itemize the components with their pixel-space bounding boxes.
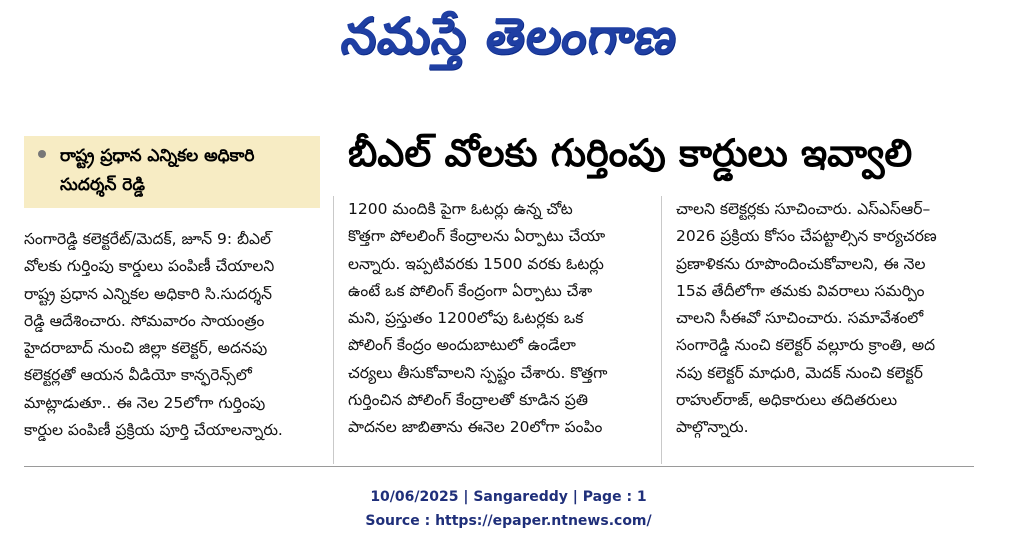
column-line: ఉంటే ఒక పోలింగ్ కేంద్రంగా ఏర్పాటు చేశా — [348, 281, 593, 300]
article-column-3 — [676, 196, 974, 442]
footer-divider — [24, 466, 974, 467]
column-line: పాల్గొన్నారు. — [676, 418, 749, 437]
bullet-icon — [38, 150, 46, 158]
newspaper-logo: నమస్తే తెలంగాణ — [337, 6, 682, 65]
column-line: చర్యలు తీసుకోవాలని స్పష్టం చేశారు. కొత్తగా — [348, 363, 608, 382]
column-line: రెడ్డి ఆదేశించారు. సోమవారం సాయంత్రం — [24, 311, 265, 330]
column-line: గుర్తించిన పోలింగ్ కేంద్రాలతో కూడిన ప్రతి — [348, 391, 588, 410]
article-column-1 — [24, 226, 322, 444]
column-line: పాదనల జాబితాను ఈనెల 20లోగా పంపిం — [348, 418, 603, 437]
column-line: 1200 మందికి పైగా ఓటర్లు ఉన్న చోట — [348, 200, 573, 218]
column-line: కొత్తగా పోలలింగ్ కేంద్రాలను ఏర్పాటు చేయా — [348, 227, 606, 246]
footer-source: Source : https://epaper.ntnews.com/ — [365, 513, 652, 529]
column-line: ప్రణాళికను రూపొందించుకోవాలని, ఈ నెల — [676, 254, 926, 273]
column-line: రాష్ట్ర ప్రధాన ఎన్నికల అధికారి సి.సుదర్శన్ — [24, 284, 273, 303]
column-line: చాలని సీఈవో సూచించారు. సమావేశంలో — [676, 309, 924, 328]
column-line: 2026 ప్రక్రియ కోసం చేపట్టాల్సిన కార్యచరణ — [676, 227, 937, 246]
column-line: మాట్లాడుతూ.. ఈ నెల 25లోగా గుర్తింపు — [24, 393, 266, 412]
article-column-2 — [348, 196, 646, 442]
column-line: 15వ తేదీలోగా తమకు వివరాలు సమర్పిం — [676, 281, 925, 300]
column-line: లన్నారు. ఇప్పటివరకు 1500 వరకు ఓటర్లు — [348, 254, 604, 273]
column-line: పోలింగ్ కేంద్రం అందుబాటులో ఉండేలా — [348, 336, 576, 355]
column-line: సంగారెడ్డి కలెక్టరేట్/మెదక్, జూన్ 9: బీఎల్ — [24, 230, 272, 248]
column-line: సంగారెడ్డి నుంచి కలెక్టర్ వల్లూరు క్రాంతి, అద — [676, 336, 936, 355]
footer-date-edition: 10/06/2025 | Sangareddy | Page : 1 — [370, 489, 647, 505]
column-line: కార్డుల పంపిణీ ప్రక్రియ పూర్తి చేయాలన్నారు. — [24, 421, 283, 440]
column-line: వోలకు గుర్తింపు కార్డులు పంపిణీ చేయాలని — [24, 257, 275, 276]
column-line: నపు కలెక్టర్ మాధురి, మెదక్ నుంచి కలెక్టర్ — [676, 363, 923, 382]
column-line: రాహుల్‌రాజ్, అధికారులు తదితరులు — [676, 391, 898, 410]
column-line: మని, ప్రస్తుతం 1200లోపు ఓటర్లకు ఒక — [348, 309, 584, 328]
column-line: కలెక్టర్లతో ఆయన వీడియో కాన్ఫరెన్స్‌లో — [24, 366, 252, 385]
column-line: చాలని కలెక్టర్లకు సూచించారు. ఎస్ఎస్ఆర్– — [676, 200, 931, 218]
article-headline: బీఎల్ వోలకు గుర్తింపు కార్డులు ఇవ్వాలి — [348, 131, 913, 175]
masthead — [0, 0, 1017, 84]
subhead-box — [24, 136, 320, 208]
subhead-text: రాష్ట్ర ప్రధాన ఎన్నికల అధికారి సుదర్శన్ రెడ్డి — [60, 146, 255, 195]
column-divider — [333, 196, 334, 464]
column-divider — [661, 196, 662, 464]
column-line: హైదరాబాద్ నుంచి జిల్లా కలెక్టర్, అదనపు — [24, 339, 268, 358]
